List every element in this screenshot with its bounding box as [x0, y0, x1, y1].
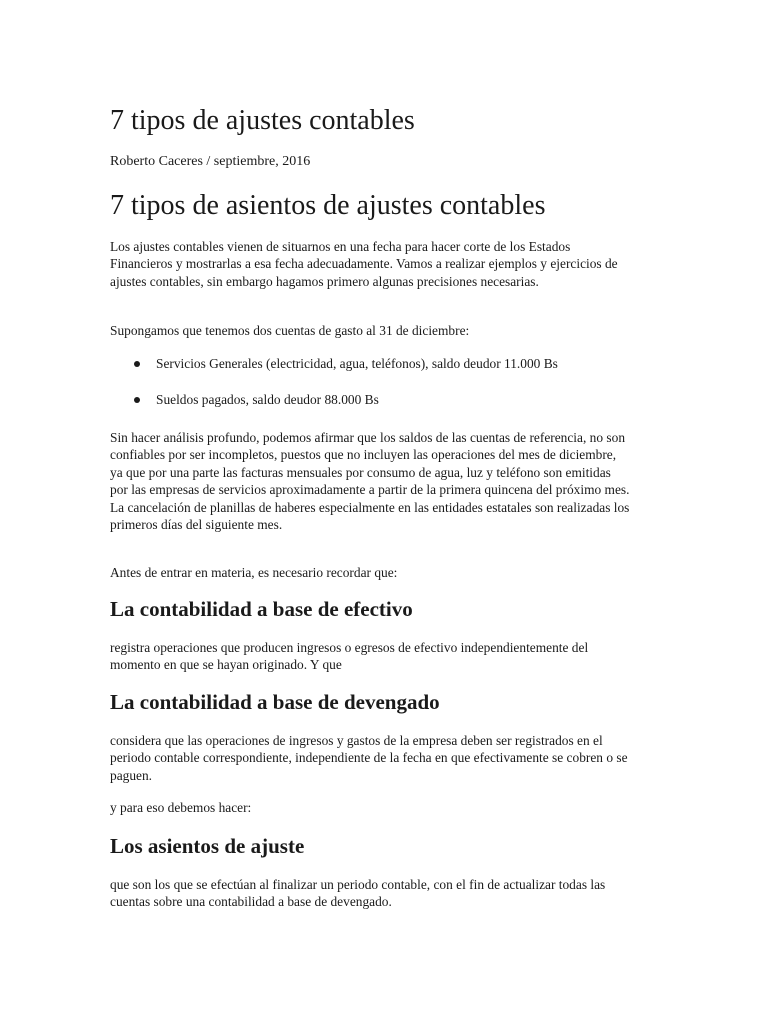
cash-paragraph: registra operaciones que producen ingresos o egresos de efectivo independientemente del momento en que se hayan originado. Y que: [110, 640, 589, 673]
heading-adjusting-entries: Los asientos de ajuste: [110, 834, 305, 858]
bullet-icon: [134, 361, 140, 367]
adjust-paragraph: que son los que se efectúan al finalizar un periodo contable, con el fin de actualizar todas las cuentas sobre una contabilidad a base de devengado.: [110, 877, 606, 910]
byline: Roberto Caceres / septiembre, 2016: [110, 154, 311, 169]
analysis-paragraph-block: [110, 429, 630, 533]
cash-paragraph-block: [110, 639, 630, 674]
section-title: 7 tipos de asientos de ajustes contables: [110, 190, 546, 221]
intro-paragraph: Los ajustes contables vienen de situarnos en una fecha para hacer corte de los Estados Financieros y mostrarlas a esa fecha adecuadamente. Vamos a realizar ejemplos y ejercicios de ajustes contables, sin embargo hagamos primero algunas precisiones necesarias.: [110, 239, 618, 289]
suppose-paragraph-block: [110, 322, 630, 339]
list-item-text: Servicios Generales (electricidad, agua, teléfonos), saldo deudor 11.000 Bs: [156, 356, 558, 371]
heading-cash-basis: La contabilidad a base de efectivo: [110, 597, 413, 621]
before-paragraph-block: [110, 564, 630, 581]
heading-accrual-basis: La contabilidad a base de devengado: [110, 690, 440, 714]
list-item: [110, 355, 650, 391]
adjust-paragraph-block: [110, 876, 630, 911]
analysis-paragraph: Sin hacer análisis profundo, podemos afirmar que los saldos de las cuentas de referencia, no son confiables por ser incompletos, puestos que no incluyen las operaciones del mes de diciembre, ya que por una parte las facturas mensuales por consumo de agua, luz y teléfono son emitidas por las empresas de servicios aproximadamente a partir de la primera quincena del próximo mes. La cancelación de planillas de haberes especialmente en las entidades estatales son realizadas los primeros días del siguiente mes.: [110, 430, 630, 533]
list-item-text: Sueldos pagados, saldo deudor 88.000 Bs: [156, 392, 379, 407]
do-paragraph: y para eso debemos hacer:: [110, 800, 252, 815]
do-paragraph-block: [110, 799, 630, 816]
before-paragraph: Antes de entrar en materia, es necesario recordar que:: [110, 565, 398, 580]
accrual-paragraph-block: [110, 732, 630, 784]
bullet-icon: [134, 397, 140, 403]
suppose-paragraph: Supongamos que tenemos dos cuentas de gasto al 31 de diciembre:: [110, 323, 470, 338]
accrual-paragraph: considera que las operaciones de ingresos y gastos de la empresa deben ser registrados en el periodo contable correspondiente, independiente de la fecha en que efectivamente se cobren o se paguen.: [110, 733, 628, 783]
intro-paragraph-block: [110, 238, 630, 290]
expense-accounts-list: [110, 355, 650, 427]
document-title: 7 tipos de ajustes contables: [110, 105, 415, 136]
list-item: [110, 391, 650, 427]
